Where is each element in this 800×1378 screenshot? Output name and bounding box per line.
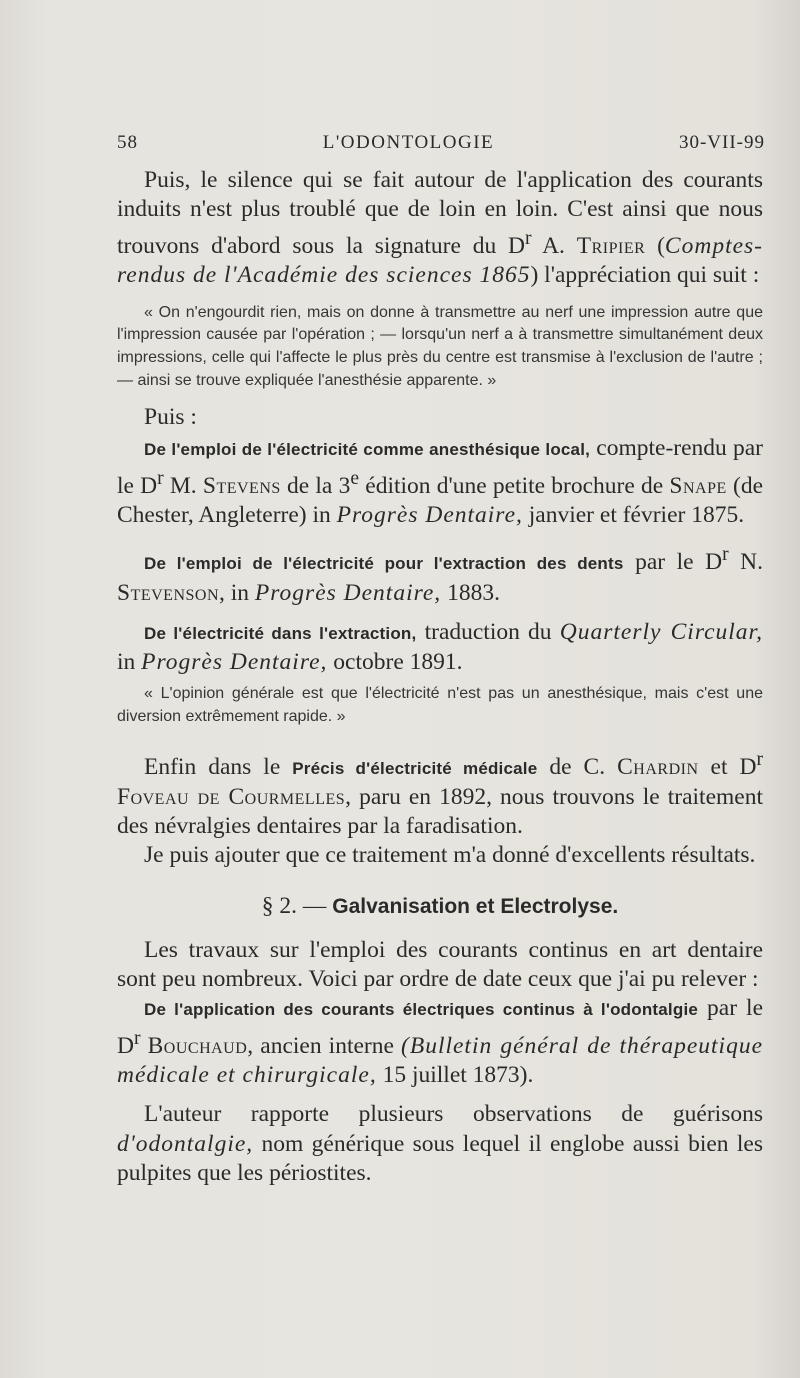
issue-date: 30-VII-99	[678, 132, 765, 153]
page-number: 58	[117, 132, 138, 153]
reference-stevenson: De l'emploi de l'électricité pour l'extraction des dents par le $D^r$ N. Stevenson, in Progrès Dentaire, 1883.	[117, 544, 763, 606]
paragraph-results: Je puis ajouter que ce traitement m'a donné d'excellents résultats.	[144, 842, 756, 869]
paragraph-travaux: Les travaux sur l'emploi des courants continus en art dentaire sont peu nombreux. Voici par ordre de date ceux que j'ai pu relever :	[117, 936, 763, 992]
reference-stevens: De l'emploi de l'électricité comme anesthésique local, compte-rendu par le $D^r$ M. Stevens de la 3e édition d'une petite brochure de Snape (de Chester, Angleterre) in Progrès Dentaire, janvier et février 1875.	[117, 435, 764, 529]
quote-opinion: « L'opinion générale est que l'électricité n'est pas un anesthésique, mais c'est une diversion extrêmement rapide. »	[117, 685, 763, 725]
reference-bouchaud: De l'application des courants électriques continus à l'odontalgie par le $D^r$ Bouchaud, ancien interne (Bulletin général de thérapeutique médicale et chirurgicale, 15 juillet 1873).	[117, 994, 764, 1089]
reference-extraction: De l'électricité dans l'extraction, traduction du Quarterly Circular, in Progrès Dentaire, octobre 1891.	[117, 618, 763, 675]
paragraph-puis: Puis :	[144, 403, 197, 430]
running-header	[117, 132, 765, 154]
paragraph-auteur: L'auteur rapporte plusieurs observations de guérisons d'odontalgie, nom générique sous lequel il englobe aussi bien les pulpites que les périostites.	[117, 1101, 763, 1186]
body-text	[117, 166, 763, 1188]
quote-tripier: « On n'engourdit rien, mais on donne à transmettre au nerf une impression autre que l'impression causée par l'opération ; — lorsqu'un nerf a à transmettre simultanément deux impressions, celle qui l'affecte le plus près du centre est transmise à l'exclusion de l'autre ; — ainsi se trouve expliquée l'anesthésie apparente. »	[117, 303, 763, 390]
section-heading: § 2. — Galvanisation et Electrolyse.	[261, 893, 619, 920]
paragraph-chardin: Enfin dans le Précis d'électricité médicale de C. Chardin et $D^r$ Foveau de Courmelles, paru en 1892, nous trouvons le traitement des névralgies dentaires par la faradisation.	[117, 748, 763, 839]
journal-title: L'ODONTOLOGIE	[322, 132, 495, 153]
paragraph-intro: Puis, le silence qui se fait autour de l'application des courants induits n'est plus troublé que de loin en loin. C'est ainsi que nous trouvons d'abord sous la signature du $D^r$ A. Tripier (Comptes-rendus de l'Académie des sciences 1865) l'appréciation qui suit :	[117, 167, 763, 289]
